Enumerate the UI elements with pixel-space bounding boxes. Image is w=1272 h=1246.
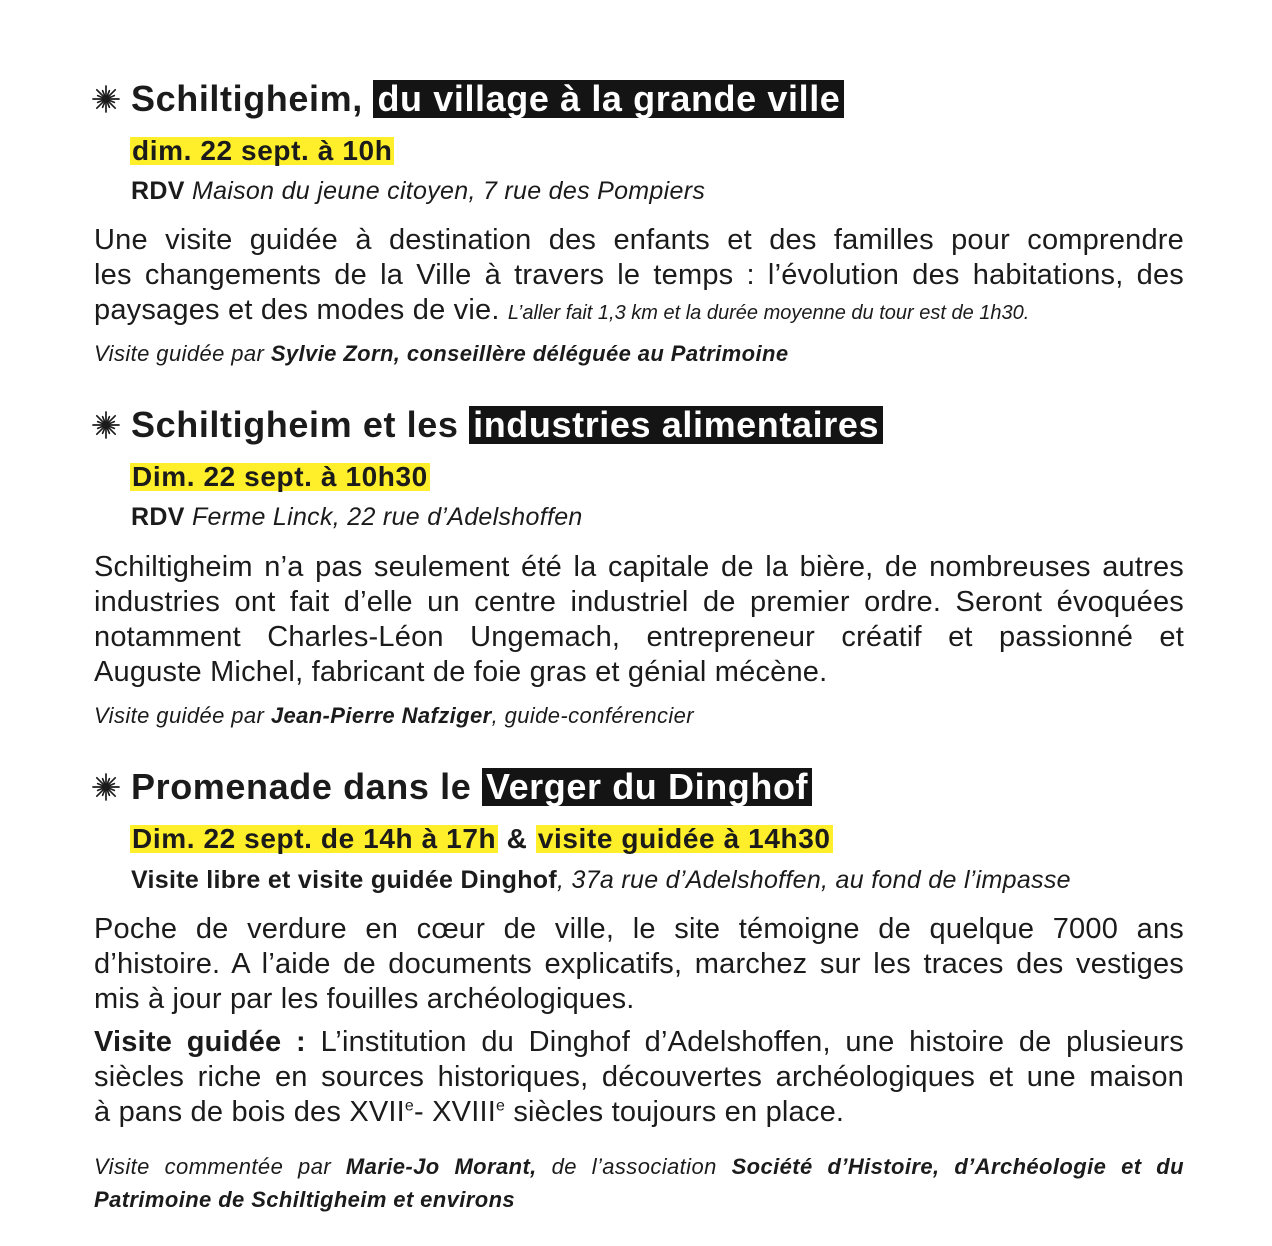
event-title-prefix: Promenade dans le (131, 766, 472, 807)
credit-name: Sylvie Zorn, conseillère déléguée au Patrimoine (270, 341, 789, 366)
event-date-badge: Dim. 22 sept. à 10h30 (132, 461, 428, 492)
credit-prefix: Visite guidée par (94, 703, 265, 728)
event-title (131, 767, 812, 807)
credit-prefix: Visite guidée par (94, 341, 265, 366)
starburst-icon (92, 85, 120, 113)
event-date-row (130, 135, 394, 167)
date-joiner: & (506, 823, 528, 854)
credit-prefix: Visite commentée par (94, 1154, 332, 1179)
description-line: Auguste Michel, fabricant de foie gras et génial mécène. (94, 656, 828, 688)
credit-suffix: , guide-conférencier (491, 703, 695, 728)
starburst-icon (92, 773, 120, 801)
event-description (94, 550, 1184, 690)
meeting-place: Maison du jeune citoyen, 7 rue des Pompiers (191, 177, 706, 205)
meeting-place: Ferme Linck, 22 rue d’Adelshoffen (191, 503, 583, 531)
credit-name: Jean-Pierre Nafziger (270, 703, 492, 728)
description-line: d’histoire. A l’aide de documents explicatifs, marchez sur les traces des vestiges (94, 948, 1184, 980)
description-line: notamment Charles-Léon Ungemach, entrepreneur créatif et passionné et (94, 621, 1184, 653)
credit-line (94, 1183, 1184, 1216)
event-title-highlight: Verger du Dinghof (482, 768, 812, 806)
credit-organization: Patrimoine de Schiltigheim et environs (94, 1187, 516, 1212)
credit-name: Marie-Jo Morant, (345, 1154, 537, 1179)
event-credit (94, 702, 1184, 730)
guided-tour-label: Visite guidée : (94, 1026, 306, 1058)
description-text: à pans de bois des XVII (94, 1096, 405, 1128)
credit-line (94, 1150, 1184, 1183)
description-line: Schiltigheim n’a pas seulement été la capitale de la bière, de nombreuses autres (94, 551, 1184, 583)
meeting-place: , 37a rue d’Adelshoffen, au fond de l’impasse (557, 866, 1071, 894)
description-text: paysages et des modes de vie. (94, 294, 500, 326)
event-date-badge: Dim. 22 sept. de 14h à 17h (132, 823, 497, 854)
credit-middle: de l’association (551, 1154, 717, 1179)
event-title-row (92, 767, 812, 807)
description-line: siècles riche en sources historiques, découvertes archéologiques et une maison (94, 1061, 1184, 1093)
event-date-row (130, 823, 833, 855)
description-line (94, 1095, 1184, 1130)
description-line: les changements de la Ville à travers le temps : l’évolution des habitations, des (94, 259, 1184, 291)
credit-line (94, 340, 1184, 368)
event-title-row (92, 405, 883, 445)
superscript-e: e (404, 1097, 414, 1115)
event-credit (94, 1150, 1184, 1216)
event-description (94, 912, 1184, 1017)
event-title (131, 405, 883, 445)
event-date-badge: dim. 22 sept. à 10h (132, 135, 393, 166)
starburst-icon (92, 411, 120, 439)
description-line: Une visite guidée à destination des enfants et des familles pour comprendre (94, 224, 1184, 256)
event-guided-time-badge: visite guidée à 14h30 (537, 823, 831, 854)
event-title-prefix: Schiltigheim, (131, 78, 363, 119)
description-line: industries ont fait d’elle un centre industriel de premier ordre. Seront évoquées (94, 586, 1184, 618)
guided-tour-description (94, 1025, 1184, 1130)
event-title-prefix: Schiltigheim et les (131, 404, 459, 445)
description-text: L’institution du Dinghof d’Adelshoffen, une histoire de plusieurs (320, 1026, 1185, 1058)
credit-line (94, 702, 1184, 730)
event-date-row (130, 461, 430, 493)
superscript-e: e (495, 1097, 506, 1115)
description-line (94, 1025, 1184, 1060)
event-title (131, 79, 844, 119)
event-meeting-point (131, 502, 583, 532)
event-title-highlight: du village à la grande ville (373, 80, 844, 118)
event-title-row (92, 79, 844, 119)
description-text: siècles toujours en place. (513, 1096, 845, 1128)
event-meeting-point (131, 865, 1071, 895)
description-line: Poche de verdure en cœur de ville, le site témoigne de quelque 7000 ans (94, 913, 1184, 945)
description-text: - XVIII (414, 1096, 496, 1128)
event-credit (94, 340, 1184, 368)
description-line (94, 293, 1184, 328)
rdv-label: RDV (131, 177, 185, 205)
description-note: L’aller fait 1,3 km et la durée moyenne du tour est de 1h30. (507, 302, 1030, 324)
rdv-label: RDV (131, 503, 185, 531)
description-line: mis à jour par les fouilles archéologiques. (94, 983, 635, 1015)
event-meeting-point (131, 176, 705, 206)
event-title-highlight: industries alimentaires (469, 406, 883, 444)
location-label: Visite libre et visite guidée Dinghof (131, 866, 558, 894)
event-description (94, 223, 1184, 328)
credit-organization: Société d’Histoire, d’Archéologie et du (731, 1154, 1184, 1179)
